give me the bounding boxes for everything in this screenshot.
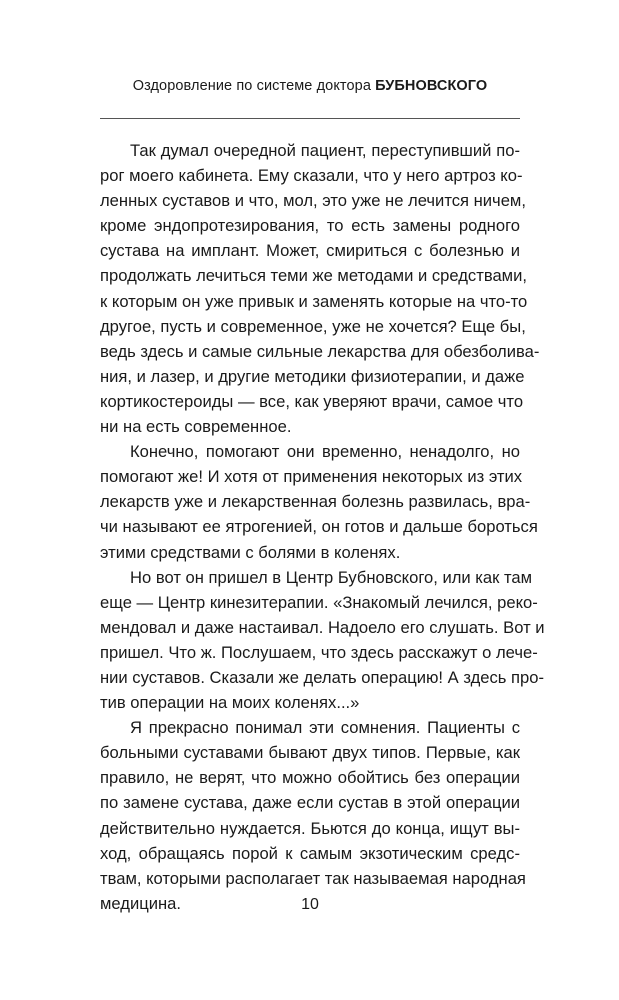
text-line: медицина. bbox=[100, 893, 181, 913]
text-line: твам, которыми располагает так называемая народная bbox=[100, 868, 526, 888]
text-line: ход, обращаясь порой к самым экзотическим средс- bbox=[100, 843, 520, 863]
text-line: еще — Центр кинезитерапии. «Знакомый лечился, реко- bbox=[100, 592, 538, 612]
paragraph-2 bbox=[100, 439, 538, 564]
text-line: рог моего кабинета. Ему сказали, что у него артроз ко- bbox=[100, 166, 523, 186]
page-number: 10 bbox=[301, 896, 319, 913]
text-line: ни на есть современное. bbox=[100, 417, 292, 437]
body-text bbox=[100, 138, 545, 916]
text-line: больными суставами бывают двух типов. Первые, как bbox=[100, 743, 520, 763]
text-line: помогают же! И хотя от применения некоторых из этих bbox=[100, 467, 523, 487]
text-line: правило, не верят, что можно обойтись без операции bbox=[100, 768, 520, 788]
text-line: Но вот он пришел в Центр Бубновского, или как там bbox=[130, 567, 533, 587]
paragraph-3 bbox=[100, 565, 545, 716]
text-line: Конечно, помогают они временно, ненадолго, но bbox=[130, 442, 520, 462]
header-rule bbox=[100, 118, 520, 119]
text-line: к которым он уже привык и заменять которые на что-то bbox=[100, 291, 528, 311]
text-line: этими средствами с болями в коленях. bbox=[100, 542, 401, 562]
text-line: тив операции на моих коленях...» bbox=[100, 693, 360, 713]
text-line: ленных суставов и что, мол, это уже не лечится ничем, bbox=[100, 191, 526, 211]
text-line: Так думал очередной пациент, переступивший по- bbox=[130, 141, 520, 160]
text-line: чи называют ее ятрогенией, он готов и дальше бороться bbox=[100, 517, 538, 537]
text-line: действительно нуждается. Бьются до конца, ищут вы- bbox=[100, 818, 520, 838]
running-header bbox=[60, 78, 560, 94]
text-line: сустава на имплант. Может, смириться с болезнью и bbox=[100, 241, 520, 261]
text-line: продолжать лечиться теми же методами и средствами, bbox=[100, 266, 527, 286]
text-line: пришел. Что ж. Послушаем, что здесь расскажут о лече- bbox=[100, 642, 538, 662]
paragraph-4 bbox=[100, 715, 526, 916]
running-header-title: Оздоровление по системе доктора bbox=[132, 78, 376, 94]
text-line: по замене сустава, даже если сустав в этой операции bbox=[100, 793, 520, 813]
text-line: нии суставов. Сказали же делать операцию! А здесь про- bbox=[100, 667, 544, 687]
text-line: лекарств уже и лекарственная болезнь развилась, вра- bbox=[100, 492, 531, 512]
text-line: кроме эндопротезирования, то есть замены родного bbox=[100, 216, 520, 236]
text-line: ния, и лазер, и другие методики физиотерапии, и даже bbox=[100, 366, 525, 386]
text-line: ведь здесь и самые сильные лекарства для обезболива- bbox=[100, 341, 540, 361]
paragraph-1 bbox=[100, 138, 540, 439]
running-header-author: БУБНОВСКОГО bbox=[375, 78, 488, 94]
text-line: другое, пусть и современное, уже не хочется? Еще бы, bbox=[100, 316, 526, 336]
text-line: Я прекрасно понимал эти сомнения. Пациенты с bbox=[130, 718, 520, 738]
text-line: мендовал и даже настаивал. Надоело его слушать. Вот и bbox=[100, 617, 545, 637]
text-line: кортикостероиды — все, как уверяют врачи, самое что bbox=[100, 391, 524, 411]
